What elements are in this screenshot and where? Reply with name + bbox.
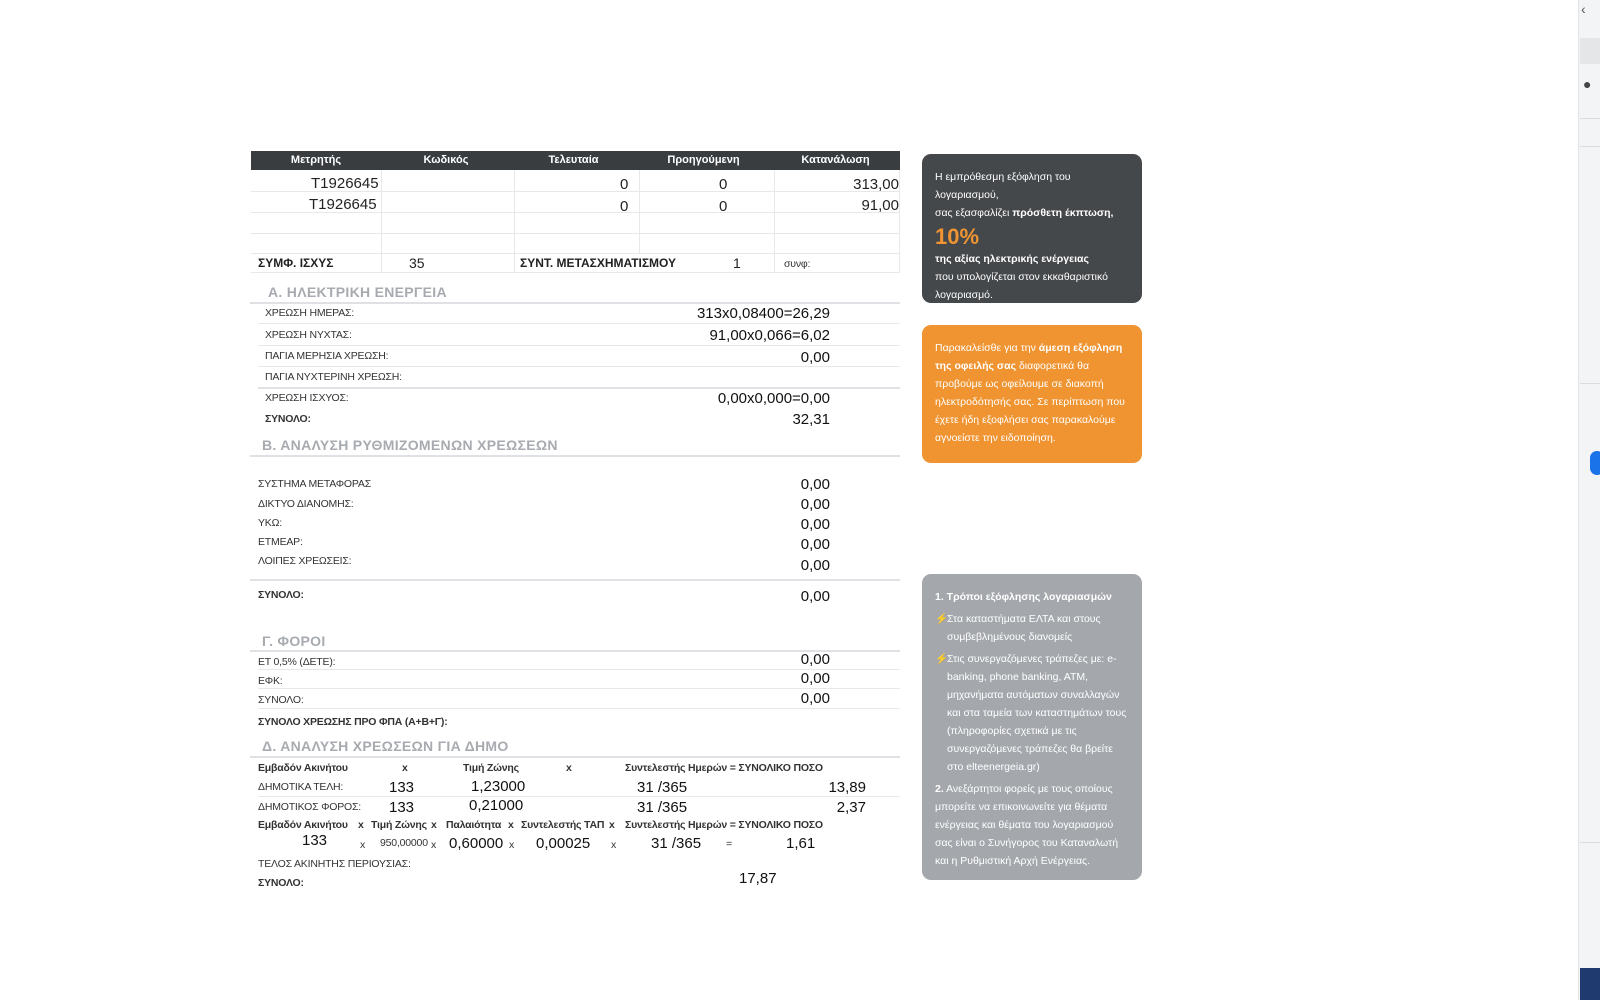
table-row-2-previous: 0: [719, 198, 728, 215]
discount-line5: λογαριασμό.: [935, 289, 993, 301]
table-row-1-previous: 0: [719, 176, 728, 193]
municipal-fees-total: 13,89: [828, 779, 866, 796]
contract-power-label: ΣΥΜΦ. ΙΣΧΥΣ: [258, 256, 334, 270]
payment-method-1: ⚡ Στα καταστήματα ΕΛΤΑ και στους συμβεβλημένους διανομείς: [935, 610, 1129, 646]
table-row-2-last: 0: [620, 198, 629, 215]
tap-x2: x: [431, 839, 437, 851]
municipal-tax-days: 31 /365: [637, 799, 688, 816]
table-row-1-meter: T1926645: [311, 175, 379, 192]
day-charge-value: 313x0,08400=26,29: [696, 305, 830, 322]
et-tax-label: ΕΤ 0,5% (ΔΕΤΕ):: [258, 656, 336, 668]
municipal-fees-area: 133: [389, 779, 415, 796]
reminder-text: Παρακαλείσθε για την άμεση εξόφληση της οφειλής σας διαφορετικά θα προβούμε ως οφείλουμε σε διακοπή ηλεκτροδότησής σας. Σε περίπτωση που έχετε ήδη εξοφλήσει σας παρακαλούμε αγνοείστε την ειδοποίηση.: [935, 342, 1125, 444]
section-b-title: Β. ΑΝΑΛΥΣΗ ΡΥΘΜΙΖΟΜΕΝΩΝ ΧΡΕΩΣΕΩΝ: [262, 437, 558, 453]
transform-coef-value: 1: [733, 255, 741, 271]
discount-percent: 10%: [935, 224, 980, 249]
transmission-value: 0,00: [800, 476, 830, 493]
yko-label: ΥΚΩ:: [258, 517, 282, 529]
section-d-title: Δ. ΑΝΑΛΥΣΗ ΧΡΕΩΣΕΩΝ ΓΙΑ ΔΗΜΟ: [262, 738, 509, 754]
payment-method-2: ⚡ Στις συνεργαζόμενες τράπεζες με: e-banking, phone banking, ATM, μηχανήματα αυτόματων συναλλαγών και στα ταμεία των καταστημάτων τους (πληροφορίες σχετικά με τις συνεργαζόμενες τράπεζες θα βρείτε στο elteenergeia.gr): [935, 650, 1129, 776]
header1-area: Εμβαδόν Ακινήτου: [258, 762, 348, 774]
municipal-fees-zone: 1,23000: [471, 778, 526, 795]
person-add-icon[interactable]: ●: [1583, 76, 1592, 92]
header2-x1: x: [358, 819, 364, 831]
side-panel-tab[interactable]: [1580, 38, 1600, 64]
discount-line4: που υπολογίζεται στον εκκαθαριστικό: [935, 271, 1108, 283]
yko-value: 0,00: [800, 516, 830, 533]
fixed-monthly-label: ΠΑΓΙΑ ΜΕΡΗΣΙΑ ΧΡΕΩΣΗ:: [265, 350, 389, 362]
col-header-code: Κωδικός: [423, 154, 469, 166]
meter-table-header: [251, 151, 900, 170]
independent-bodies-text: 2. Ανεξάρτητοι φορείς με τους οποίους μπορείτε να επικοινωνείτε για θέματα ενέργειας και θέματα του λογαριασμού σας είναι ο Συνήγορος του Καταναλωτή και η Ρυθμιστική Αρχή Ενέργειας.: [935, 783, 1119, 867]
section-c-title: Γ. ΦΟΡΟΙ: [262, 633, 326, 649]
tap-x1: x: [360, 839, 366, 851]
discount-line2: σας εξασφαλίζει πρόσθετη έκπτωση,: [935, 207, 1114, 219]
tap-coef: 0,00025: [536, 835, 591, 852]
tap-zone: 950,00000: [380, 837, 428, 849]
municipal-tax-label: ΔΗΜΟΤΙΚΟΣ ΦΟΡΟΣ:: [258, 801, 362, 813]
header2-tap-coef: Συντελεστής ΤΑΠ: [521, 819, 605, 831]
section-a-total-label: ΣΥΝΟΛΟ:: [265, 413, 311, 425]
power-charge-label: ΧΡΕΩΣΗ ΙΣΧΥΟΣ:: [265, 392, 349, 404]
night-charge-label: ΧΡΕΩΣΗ ΝΥΧΤΑΣ:: [265, 329, 352, 341]
tap-total: 1,61: [786, 835, 816, 852]
etmear-value: 0,00: [800, 536, 830, 553]
discount-line1: Η εμπρόθεσμη εξόφληση του λογαριασμού,: [935, 171, 1071, 201]
payment-methods-heading: 1. Τρόποι εξόφλησης λογαριασμών: [935, 591, 1112, 603]
day-charge-label: ΧΡΕΩΣΗ ΗΜΕΡΑΣ:: [265, 307, 355, 319]
header2-zone-price: Τιμή Ζώνης: [371, 819, 427, 831]
municipal-tax-zone: 0,21000: [469, 797, 524, 814]
header1-zone-price: Τιμή Ζώνης: [463, 762, 519, 774]
transmission-label: ΣΥΣΤΗΜΑ ΜΕΤΑΦΟΡΑΣ: [258, 478, 372, 490]
section-a-title: Α. ΗΛΕΚΤΡΙΚΗ ΕΝΕΡΓΕΙΑ: [268, 284, 447, 300]
header1-x1: x: [402, 762, 408, 774]
chevron-left-icon[interactable]: ‹: [1581, 1, 1586, 17]
distribution-label: ΔΙΚΤΥΟ ΔΙΑΝΟΜΗΣ:: [258, 498, 354, 510]
distribution-value: 0,00: [800, 496, 830, 513]
efk-value: 0,00: [800, 670, 830, 687]
header2-x2: x: [431, 819, 437, 831]
side-action-button[interactable]: [1580, 968, 1600, 1000]
pre-vat-total-label: ΣΥΝΟΛΟ ΧΡΕΩΣΗΣ ΠΡΟ ΦΠΑ (Α+Β+Γ):: [258, 716, 448, 728]
tap-area: 133: [302, 832, 328, 849]
section-d-total-value: 17,87: [739, 870, 777, 887]
power-charge-value: 0,00x0,000=0,00: [717, 390, 830, 407]
cosphi-label: συνφ:: [784, 258, 811, 270]
lightning-icon: ⚡: [935, 653, 949, 665]
municipal-tax-total: 2,37: [836, 799, 866, 816]
tap-age: 0,60000: [449, 835, 504, 852]
efk-label: ΕΦΚ:: [258, 675, 283, 687]
municipal-fees-days: 31 /365: [637, 779, 688, 796]
section-d-total-label: ΣΥΝΟΛΟ:: [258, 877, 304, 889]
fixed-night-label: ΠΑΓΙΑ ΝΥΧΤΕΡΙΝΗ ΧΡΕΩΣΗ:: [265, 371, 402, 383]
table-row-1-consumption: 313,00: [853, 176, 899, 193]
other-charges-value: 0,00: [800, 557, 830, 574]
et-tax-value: 0,00: [800, 651, 830, 668]
early-payment-discount-box: [922, 154, 1142, 303]
property-fee-label: ΤΕΛΟΣ ΑΚΙΝΗΤΗΣ ΠΕΡΙΟΥΣΙΑΣ:: [258, 858, 411, 870]
blue-indicator-button[interactable]: [1590, 451, 1600, 475]
discount-line3: της αξίας ηλεκτρικής ενέργειας: [935, 253, 1089, 265]
header2-x4: x: [609, 819, 615, 831]
section-c-total-label: ΣΥΝΟΛΟ:: [258, 694, 304, 706]
header1-days-total: Συντελεστής Ημερών = ΣΥΝΟΛΙΚΟ ΠΟΣΟ: [625, 762, 823, 774]
table-row-2-consumption: 91,00: [861, 197, 899, 214]
col-header-meter: Μετρητής: [290, 154, 342, 166]
lightning-icon: ⚡: [935, 613, 949, 625]
table-row-2-meter: T1926645: [309, 196, 377, 213]
table-row-1-last: 0: [620, 176, 629, 193]
browser-side-panel: [1578, 0, 1600, 1000]
transform-coef-label: ΣΥΝΤ. ΜΕΤΑΣΧΗΜΑΤΙΣΜΟΥ: [520, 256, 677, 270]
payment-methods-box: [922, 574, 1142, 880]
tap-days: 31 /365: [651, 835, 702, 852]
tap-x3: x: [509, 839, 515, 851]
contract-power-value: 35: [409, 255, 425, 271]
col-header-consumption: Κατανάλωση: [801, 154, 870, 166]
section-b-total-value: 0,00: [800, 588, 830, 605]
payment-reminder-box: [922, 325, 1142, 463]
header2-age: Παλαιότητα: [446, 819, 502, 831]
col-header-last: Τελευταία: [548, 154, 599, 166]
tap-eq: =: [726, 838, 732, 850]
header2-area: Εμβαδόν Ακινήτου: [258, 819, 348, 831]
tap-x4: x: [611, 839, 617, 851]
night-charge-value: 91,00x0,066=6,02: [709, 327, 830, 344]
header2-x3: x: [508, 819, 514, 831]
other-charges-label: ΛΟΙΠΕΣ ΧΡΕΩΣΕΙΣ:: [258, 555, 352, 567]
header1-x2: x: [566, 762, 572, 774]
municipal-fees-label: ΔΗΜΟΤΙΚΑ ΤΕΛΗ:: [258, 781, 344, 793]
header2-days-total: Συντελεστής Ημερών = ΣΥΝΟΛΙΚΟ ΠΟΣΟ: [625, 819, 823, 831]
section-a-total-value: 32,31: [792, 411, 830, 428]
section-b-total-label: ΣΥΝΟΛΟ:: [258, 589, 304, 601]
col-header-previous: Προηγούμενη: [667, 154, 740, 166]
section-c-total-value: 0,00: [800, 690, 830, 707]
etmear-label: ΕΤΜΕΑΡ:: [258, 536, 303, 548]
fixed-monthly-value: 0,00: [800, 349, 830, 366]
municipal-tax-area: 133: [389, 799, 415, 816]
